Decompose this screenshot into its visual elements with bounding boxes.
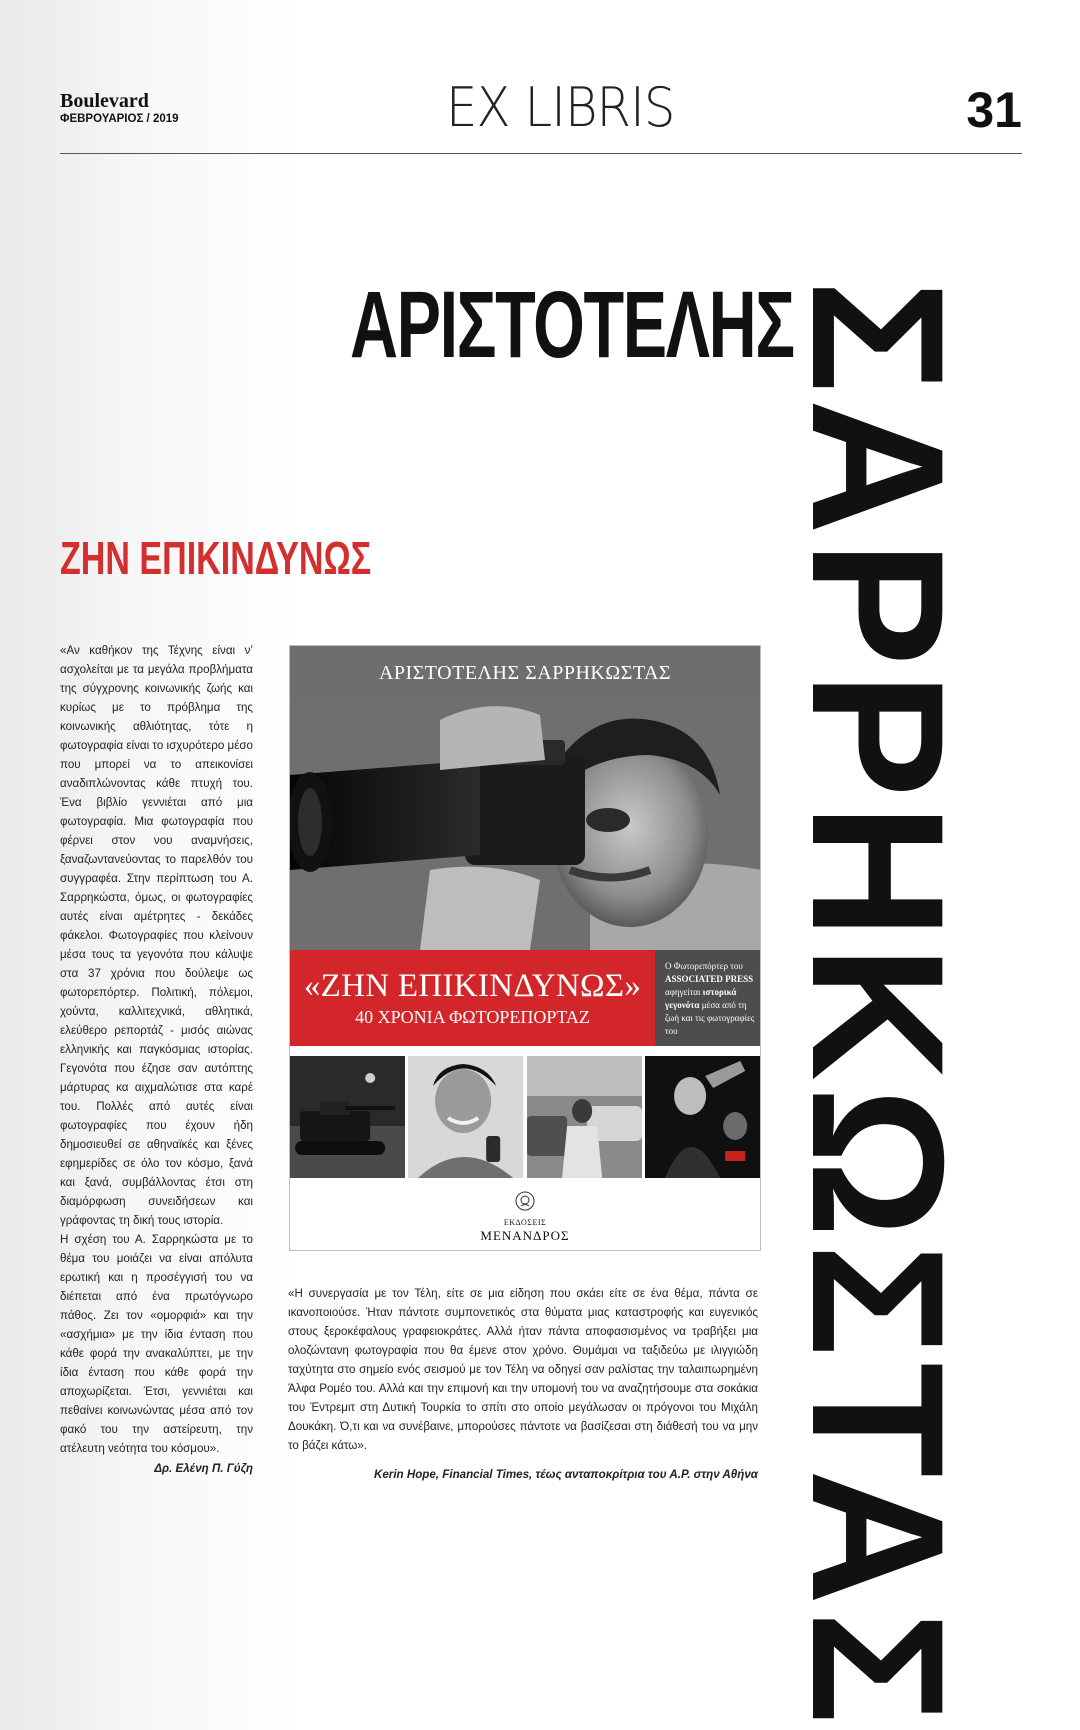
page-number: 31 xyxy=(966,82,1022,138)
review-column xyxy=(60,641,253,1478)
crowd-photo xyxy=(645,1056,760,1178)
book-blurb xyxy=(655,950,761,1046)
testimonial-quote: «Η συνεργασία με τον Τέλη, είτε σε μια είδηση που σκάει είτε σε ένα θέμα, πάντα σε ικανοποιούσε. Ήταν πάντοτε συμπονετικός στα θύματα μιας καταστροφής και ευγενικός στους ξεροκέφαλους γραφειοκράτες. Αλλά ήταν πάντα αποφασισμένος να τραβήξει μια ολοζώντανη φωτογραφία που θα έμενε στον χρόνο. Θυμάμαι να ταξιδεύω με ιλιγγιώδη ταχύτητα στο σημείο ενός σεισμού με τον Τέλη να οδηγεί σαν ραλίστας την ταλαιπωρημένη Άλφα Ρομέο του. Αλλά και την επιμονή και την υπομονή του να αναζητήσουμε στα σοκάκια του Έντρεμιτ στη Δυτική Τουρκία το σπίτι στο οποίο μεγάλωσαν οι πρόγονοι του Μιχάλη Δουκάκη. Ό,τι και να συνέβαινε, μπορούσες πάντοτε να βασίζεσαι στη διάθεσή του να μην το βάζει κάτω». xyxy=(288,1287,758,1452)
publisher-name: ΜΕΝΑΝΔΡΟΣ xyxy=(480,1228,570,1243)
issue-date: ΦΕΒΡΟΥΑΡΙΟΣ / 2019 xyxy=(60,113,179,125)
book-author: ΑΡΙΣΤΟΤΕΛΗΣ ΣΑΡΡΗΚΩΣΤΑΣ xyxy=(290,646,760,700)
blurb-text: αφηγείται xyxy=(665,987,703,997)
header-divider xyxy=(60,153,1022,154)
author-last-name: ΣΑΡΡΗΚΩΣΤΑΣ xyxy=(773,280,983,1730)
masthead xyxy=(60,91,179,126)
photographer-portrait xyxy=(290,700,760,950)
book-title-band xyxy=(290,950,655,1046)
review-paragraph: «Αν καθήκον της Τέχνης είναι ν’ ασχολείται με τα μεγάλα προβλήματα της σύγχρονης κοινωνικής ζωής και κυρίως με το πρόβλημα της κοινωνικής αθλιότητας, τότε η φωτογραφία είναι το ισχυρότερο μέσο που μπορεί να το απεικονίσει αναδιπλώνοντας κάθε πτυχή του. Ένα βιβλίο γεννιέται από μια φωτογραφία. Μια φωτογραφία που φέρνει στον νου αναμνήσεις, ξαναζωντανεύοντας το παρελθόν του συγγραφέα. Στην περίπτωση του Α. Σαρρηκώστα, όμως, οι φωτογραφίες αυτές είναι αμέτρητες - δεκάδες φάκελοι. Φωτογραφίες που κλείνουν μέσα τους τα γεγονότα που κάλυψε στα 37 χρόνια που δούλεψε ως φωτορεπόρτερ. Πολιτική, πόλεμοι, χούντα, καλλιτεχνικά, αθλητικά, ελεύθερο ρεπορτάζ - μισός αιώνας ελληνικής και παγκόσμιας ιστορίας. Γεγονότα που έζησε σαν αυτόπτης μάρτυρας κα αιχμαλώτισε στα καρέ του. Πολλές από αυτές είναι φωτογραφίες που έχουν ήδη δημοσιευθεί σε αθηναϊκές και ξένες εφημερίδες σε όλο τον κόσμο, ξανά και ξανά, συμβάλλοντας έτσι στη διαμόρφωση συνειδήσεων και γράφοντας τη δική τους ιστορία. xyxy=(60,644,254,1227)
article-subheading: ΖΗΝ ΕΠΙΚΙΝΔΥΝΩΣ xyxy=(60,532,372,584)
section-title: EX LIBRIS xyxy=(446,76,675,139)
photographer-with-camera-image xyxy=(290,700,760,950)
publisher-logo-icon xyxy=(515,1191,535,1211)
author-first-name: ΑΡΙΣΤΟΤΕΛΗΣ xyxy=(350,272,794,378)
testimonial-signature: Kerin Hope, Financial Times, τέως ανταποκρίτρια του Α.Ρ. στην Αθήνα xyxy=(373,1468,758,1481)
book-cover xyxy=(289,645,761,1251)
publisher-label: ΕΚΔΟΣΕΙΣ xyxy=(503,1218,547,1227)
brand-name: Boulevard xyxy=(60,90,149,112)
blurb-text: μέσα από τη ζωή και τις φωτογραφίες του xyxy=(665,1000,755,1036)
publisher-mark xyxy=(290,1191,760,1244)
review-paragraph: Η σχέση του Α. Σαρρηκώστα με το θέμα του μοιάζει να είναι απόλυτα ερωτική και η προσέγγισή του να διέπεται από ένα πρωτόγνωρο πάθος. Ζει τον «ομορφιά» και την «ασχήμια» με την ίδια ένταση που κάθε φορά την ανακαλύπτει, με την ίδια ένταση που κάθε φορά την αποχωρίζεται. Έτσι, γεννιέται και πεθαίνει κοινωνώντας μέσα από τον φακό του την αστείρευτη, την ατέλευτη νεότητα του κόσμου». xyxy=(60,1233,253,1455)
blurb-highlight: ASSOCIATED PRESS xyxy=(665,974,754,984)
crash-scene-photo xyxy=(527,1056,642,1178)
blurb-text: Ο Φωτορεπόρτερ του xyxy=(665,961,743,971)
photo-strip xyxy=(290,1056,760,1178)
book-title: «ΖΗΝ ΕΠΙΚΙΝΔΥΝΩΣ» xyxy=(303,968,642,1004)
book-subtitle: 40 ΧΡΟΝΙΑ ΦΩΤΟΡΕΠΟΡΤΑΖ xyxy=(355,1007,590,1027)
tanks-photo xyxy=(290,1056,405,1178)
review-signature: Δρ. Ελένη Π. Γύζη xyxy=(154,1462,253,1475)
blurb-highlight: ιστορικά γεγονότα xyxy=(665,987,737,1010)
portrait-woman-photo xyxy=(408,1056,523,1178)
